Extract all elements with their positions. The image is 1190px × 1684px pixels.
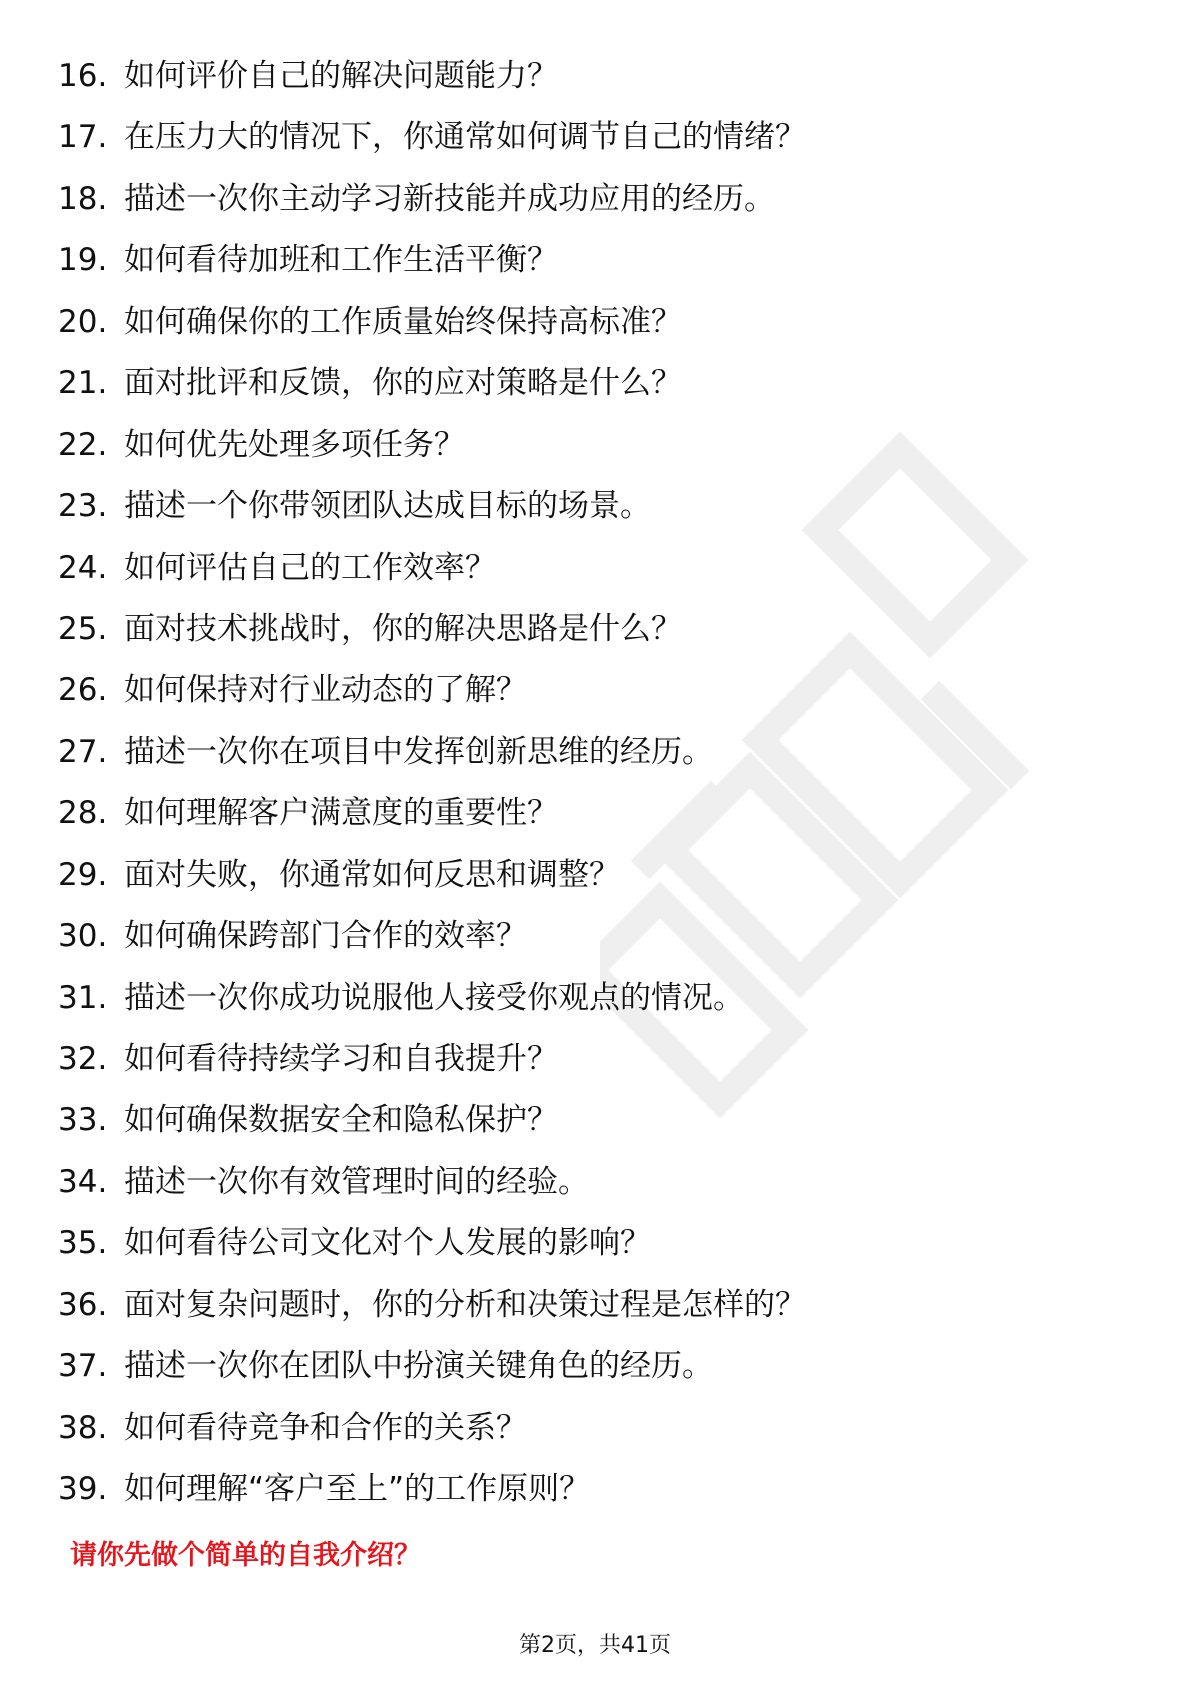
question-number: 37.	[58, 1348, 108, 1385]
question-item	[0, 1398, 1190, 1459]
question-text: 描述一次你成功说服他人接受你观点的情况。	[124, 979, 744, 1016]
question-number: 30.	[58, 918, 108, 955]
question-number: 36.	[58, 1286, 108, 1323]
question-text: 如何看待竞争和合作的关系？	[124, 1409, 527, 1446]
question-item	[0, 353, 1190, 414]
question-item	[0, 845, 1190, 906]
question-item	[0, 107, 1190, 168]
question-item	[0, 660, 1190, 721]
question-text: 如何优先处理多项任务？	[124, 426, 465, 463]
question-text: 描述一次你主动学习新技能并成功应用的经历。	[124, 180, 775, 217]
question-number: 28.	[58, 795, 108, 832]
question-text: 如何看待加班和工作生活平衡？	[124, 242, 558, 279]
question-number: 21.	[58, 365, 108, 402]
question-number: 27.	[58, 733, 108, 770]
self-introduction-prompt: 请你先做个简单的自我介绍？	[70, 1540, 421, 1571]
question-number: 33.	[58, 1102, 108, 1139]
question-text: 描述一次你在项目中发挥创新思维的经历。	[124, 733, 713, 770]
question-text: 如何保持对行业动态的了解？	[124, 672, 527, 709]
question-item	[0, 1459, 1190, 1520]
question-number: 24.	[58, 549, 108, 586]
question-text: 面对技术挑战时，你的解决思路是什么？	[124, 610, 682, 647]
question-number: 16.	[58, 58, 108, 94]
question-item	[0, 169, 1190, 230]
question-number: 20.	[58, 303, 108, 340]
question-item	[0, 1029, 1190, 1090]
question-number: 19.	[58, 242, 108, 279]
question-number: 22.	[58, 426, 108, 463]
question-item	[0, 1275, 1190, 1336]
question-item	[0, 230, 1190, 291]
question-item	[0, 1152, 1190, 1213]
question-number: 38.	[58, 1409, 108, 1446]
question-item	[0, 599, 1190, 660]
question-text: 如何理解“客户至上”的工作原则？	[124, 1471, 591, 1508]
question-text: 面对失败，你通常如何反思和调整？	[124, 856, 620, 893]
question-text: 如何看待公司文化对个人发展的影响？	[124, 1225, 651, 1262]
question-item	[0, 1090, 1190, 1151]
question-text: 在压力大的情况下，你通常如何调节自己的情绪？	[124, 119, 806, 156]
question-item	[0, 783, 1190, 844]
question-number: 39.	[58, 1471, 108, 1508]
question-item	[0, 292, 1190, 353]
question-number: 25.	[58, 610, 108, 647]
question-text: 如何确保数据安全和隐私保护？	[124, 1102, 558, 1139]
question-number: 32.	[58, 1041, 108, 1077]
question-number: 18.	[58, 180, 108, 217]
question-item	[0, 476, 1190, 537]
question-number: 35.	[58, 1225, 108, 1262]
question-list	[0, 46, 1190, 1521]
question-item	[0, 1336, 1190, 1397]
question-item	[0, 46, 1190, 107]
question-text: 如何评估自己的工作效率？	[124, 549, 496, 586]
question-text: 如何理解客户满意度的重要性？	[124, 795, 558, 832]
question-text: 如何确保你的工作质量始终保持高标准？	[124, 303, 682, 340]
question-text: 如何评价自己的解决问题能力？	[124, 58, 558, 94]
question-text: 描述一次你在团队中扮演关键角色的经历。	[124, 1348, 713, 1385]
question-number: 17.	[58, 119, 108, 156]
question-text: 如何确保跨部门合作的效率？	[124, 918, 527, 955]
question-text: 描述一次你有效管理时间的经验。	[124, 1163, 589, 1200]
question-item	[0, 906, 1190, 967]
question-number: 29.	[58, 856, 108, 893]
question-text: 描述一个你带领团队达成目标的场景。	[124, 488, 651, 525]
question-item	[0, 968, 1190, 1029]
question-text: 如何看待持续学习和自我提升？	[124, 1041, 558, 1077]
page-footer: 第2页，共41页	[519, 1633, 671, 1658]
question-number: 26.	[58, 672, 108, 709]
question-item	[0, 538, 1190, 599]
question-text: 面对批评和反馈，你的应对策略是什么？	[124, 365, 682, 402]
question-item	[0, 1213, 1190, 1274]
question-number: 34.	[58, 1163, 108, 1200]
question-item	[0, 722, 1190, 783]
question-number: 31.	[58, 979, 108, 1016]
question-item	[0, 415, 1190, 476]
question-number: 23.	[58, 488, 108, 525]
question-text: 面对复杂问题时，你的分析和决策过程是怎样的？	[124, 1286, 806, 1323]
